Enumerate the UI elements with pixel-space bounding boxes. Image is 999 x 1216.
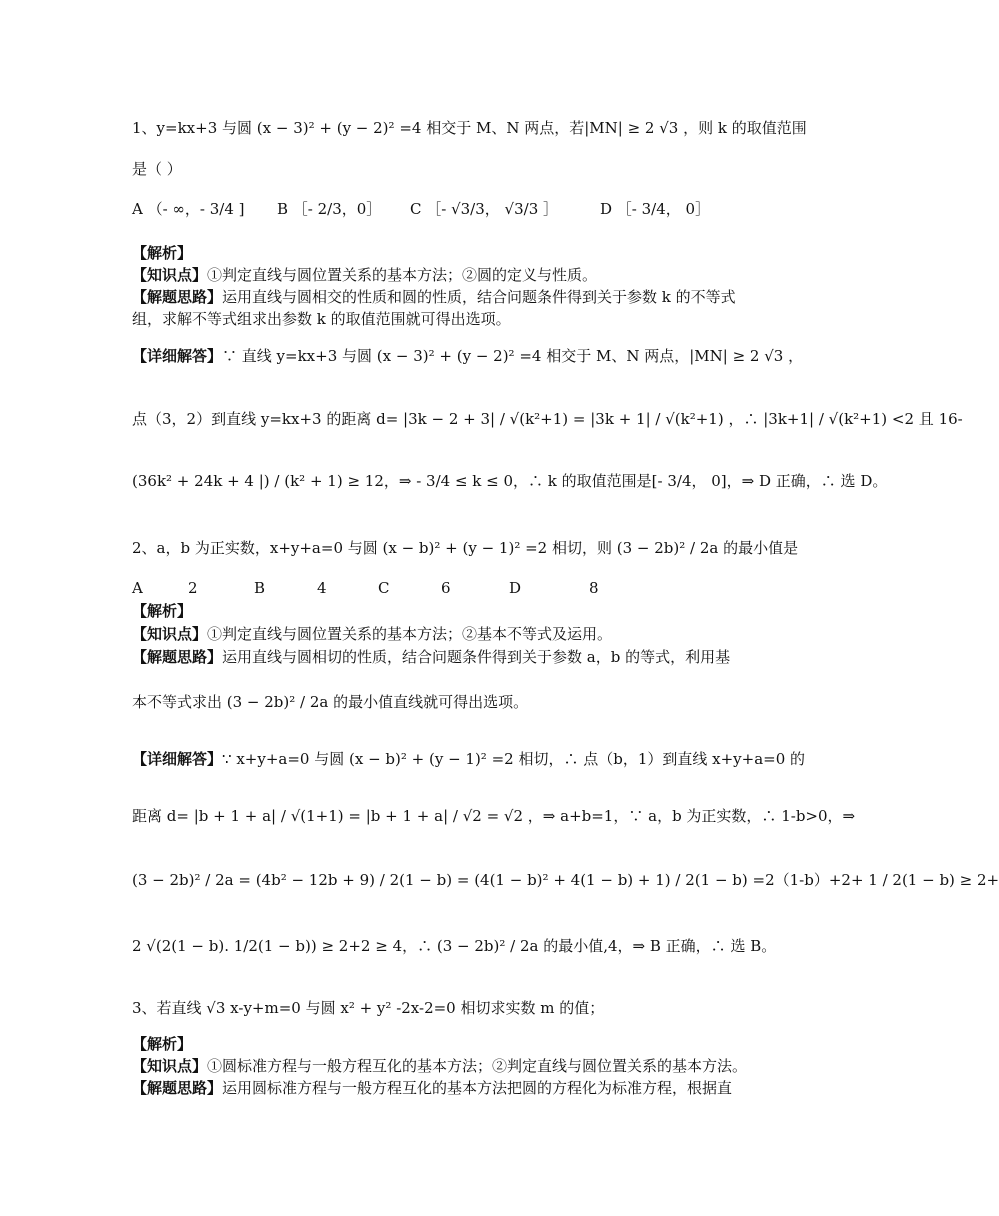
q3-idea-label: 【解题思路】 bbox=[132, 1079, 223, 1097]
q1-option-a: A （- ∞，- 3/4 ] bbox=[132, 200, 245, 218]
q1-idea-text1: 运用直线与圆相交的性质和圆的性质，结合问题条件得到关于参数 k 的不等式 bbox=[222, 288, 736, 306]
q1-detail-line3: (36k² + 24k + 4 |) / (k² + 1) ≥ 12，⇒ - 3/4 ≤ k ≤ 0，∴ k 的取值范围是[- 3/4， 0]，⇒ D 正确，∴ 选 D。 bbox=[132, 472, 888, 490]
q1-detail-label: 【详细解答】 bbox=[132, 347, 223, 365]
q2-detail-text1: ∵ x+y+a=0 与圆 (x − b)² + (y − 1)² =2 相切，∴ 点（b，1）到直线 x+y+a=0 的 bbox=[222, 750, 806, 768]
q2-detail-line4: 2 √(2(1 − b). 1/2(1 − b)) ≥ 2+2 ≥ 4，∴ (3 − 2b)² / 2a 的最小值,4，⇒ B 正确，∴ 选 B。 bbox=[132, 937, 777, 955]
q2-analysis-heading: 【解析】 bbox=[132, 602, 193, 620]
q1-line2: 是（ ） bbox=[132, 160, 182, 178]
q3-kp-text: ①圆标准方程与一般方程互化的基本方法；②判定直线与圆位置关系的基本方法。 bbox=[207, 1057, 748, 1075]
q2-line1: 2、a，b 为正实数，x+y+a=0 与圆 (x − b)² + (y − 1)² =2 相切，则 (3 − 2b)² / 2a 的最小值是 bbox=[132, 539, 799, 557]
q3-analysis-heading: 【解析】 bbox=[132, 1035, 193, 1053]
q1-option-d: D ［- 3/4， 0］ bbox=[600, 200, 711, 218]
q2-knowledge-point bbox=[132, 623, 612, 645]
q1-idea-line1 bbox=[132, 286, 736, 308]
q2-detail-label: 【详细解答】 bbox=[132, 750, 223, 768]
q3-kp-label: 【知识点】 bbox=[132, 1057, 208, 1075]
q2-detail-line1 bbox=[132, 748, 805, 770]
q1-kp-text: ①判定直线与圆位置关系的基本方法；②圆的定义与性质。 bbox=[207, 266, 598, 284]
q1-line1: 1、y=kx+3 与圆 (x − 3)² + (y − 2)² =4 相交于 M、N 两点，若|MN| ≥ 2 √3 ，则 k 的取值范围 bbox=[132, 119, 807, 137]
q2-detail-line3: (3 − 2b)² / 2a = (4b² − 12b + 9) / 2(1 − b) = (4(1 − b)² + 4(1 − b) + 1) / 2(1 − b) =2（1-b）+2+ 1 / 2(1 − b) ≥ 2+ bbox=[132, 871, 999, 889]
q2-option-d-letter: D bbox=[509, 579, 522, 597]
q2-option-b-letter: B bbox=[254, 579, 266, 597]
q1-knowledge-point bbox=[132, 264, 597, 286]
q1-option-c: C ［- √3/3， √3/3 ］ bbox=[410, 200, 559, 218]
q1-detail-line1 bbox=[132, 345, 803, 367]
q2-option-c-letter: C bbox=[378, 579, 390, 597]
q2-idea-line2: 本不等式求出 (3 − 2b)² / 2a 的最小值直线就可得出选项。 bbox=[132, 693, 529, 711]
q2-idea-line1 bbox=[132, 646, 730, 668]
q1-analysis-heading: 【解析】 bbox=[132, 244, 193, 262]
q2-kp-text: ①判定直线与圆位置关系的基本方法；②基本不等式及运用。 bbox=[207, 625, 613, 643]
q2-option-a-value: 2 bbox=[188, 579, 198, 597]
q2-detail-line2: 距离 d= |b + 1 + a| / √(1+1) = |b + 1 + a| / √2 = √2 ，⇒ a+b=1，∵ a，b 为正实数，∴ 1-b>0，⇒ bbox=[132, 807, 856, 825]
q2-kp-label: 【知识点】 bbox=[132, 625, 208, 643]
q3-line1: 3、若直线 √3 x-y+m=0 与圆 x² + y² -2x-2=0 相切求实数 m 的值； bbox=[132, 999, 605, 1017]
q1-detail-line2: 点（3，2）到直线 y=kx+3 的距离 d= |3k − 2 + 3| / √(k²+1) = |3k + 1| / √(k²+1) ，∴ |3k+1| / √(k²+1) <2 且 16- bbox=[132, 410, 963, 428]
q2-option-d-value: 8 bbox=[589, 579, 599, 597]
q2-idea-label: 【解题思路】 bbox=[132, 648, 223, 666]
q2-idea-text1: 运用直线与圆相切的性质，结合问题条件得到关于参数 a，b 的等式，利用基 bbox=[222, 648, 731, 666]
q1-detail-text1: ∵ 直线 y=kx+3 与圆 (x − 3)² + (y − 2)² =4 相交于 M、N 两点，|MN| ≥ 2 √3 ， bbox=[222, 347, 804, 365]
q1-idea-line2: 组，求解不等式组求出参数 k 的取值范围就可得出选项。 bbox=[132, 310, 511, 328]
q2-option-c-value: 6 bbox=[441, 579, 451, 597]
q3-knowledge-point bbox=[132, 1055, 747, 1077]
q3-idea-text1: 运用圆标准方程与一般方程互化的基本方法把圆的方程化为标准方程，根据直 bbox=[222, 1079, 733, 1097]
q1-option-b: B ［- 2/3，0］ bbox=[277, 200, 382, 218]
q2-option-a-letter: A bbox=[132, 579, 143, 597]
q1-idea-label: 【解题思路】 bbox=[132, 288, 223, 306]
q3-idea-line1 bbox=[132, 1077, 732, 1099]
q2-option-b-value: 4 bbox=[317, 579, 327, 597]
q1-kp-label: 【知识点】 bbox=[132, 266, 208, 284]
